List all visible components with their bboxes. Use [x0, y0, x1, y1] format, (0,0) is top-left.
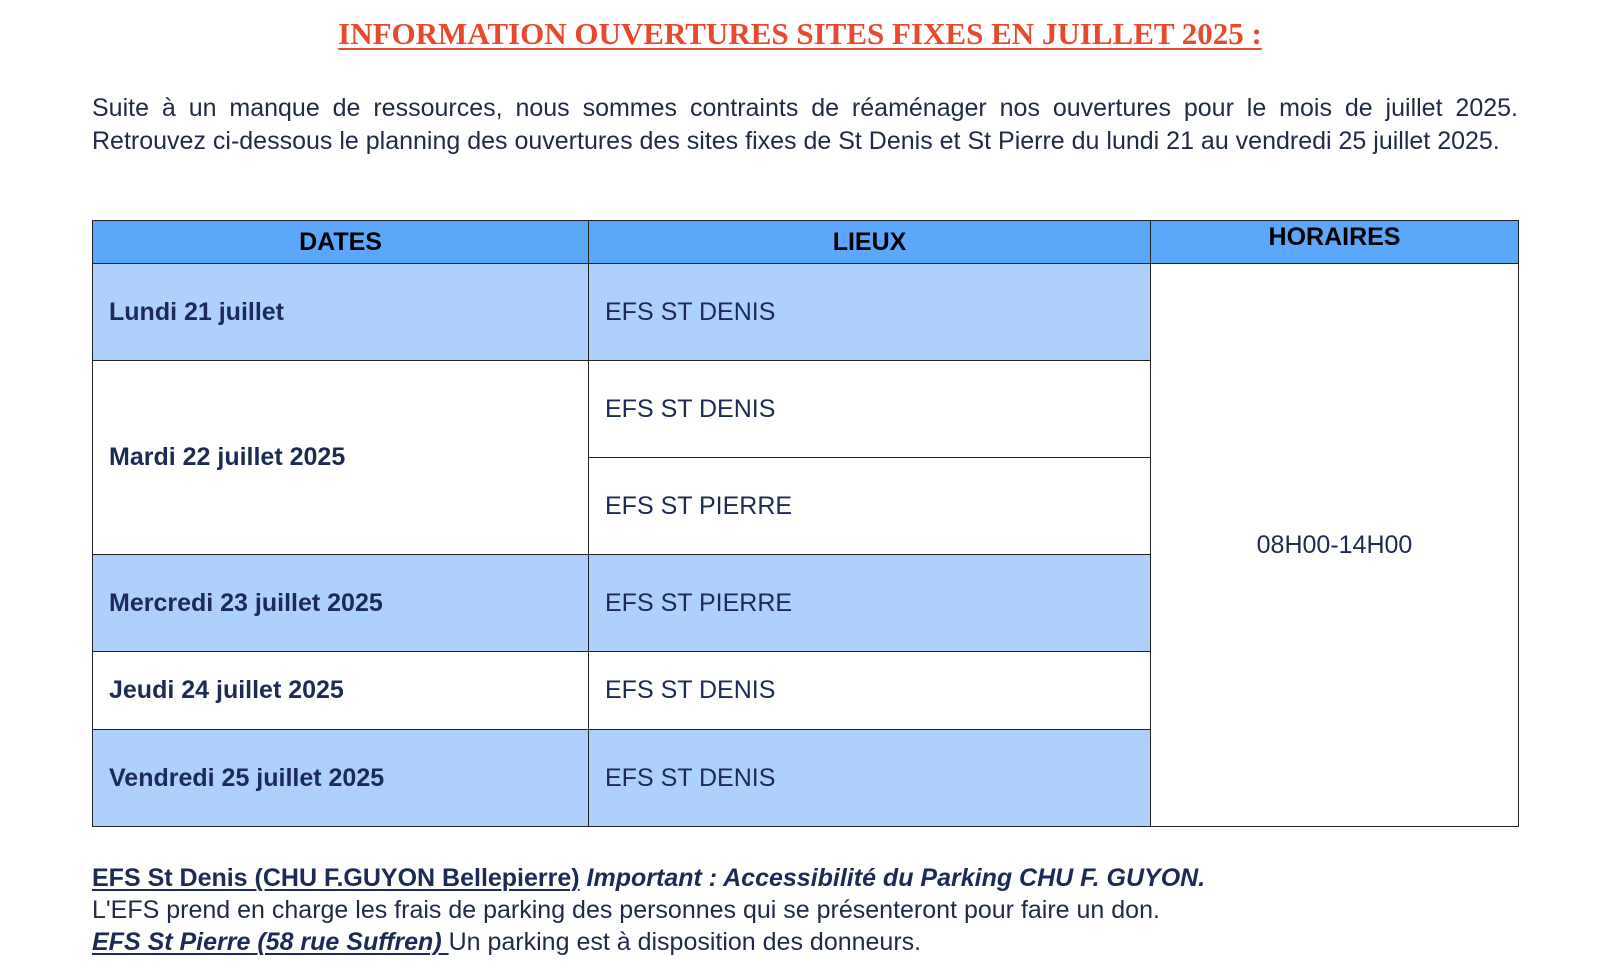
date-cell: Mardi 22 juillet 2025	[93, 361, 589, 555]
date-cell: Mercredi 23 juillet 2025	[93, 555, 589, 652]
table-row	[93, 264, 1519, 361]
intro-paragraph: Suite à un manque de ressources, nous sommes contraints de réaménager nos ouvertures pour le mois de juillet 2025. Retrouvez ci-dessous le planning des ouvertures des sites fixes de St Denis et St Pierre du lundi 21 au vendredi 25 juillet 2025.	[92, 94, 1518, 155]
date-cell: Lundi 21 juillet	[93, 264, 589, 361]
header-dates: DATES	[93, 221, 589, 264]
stpierre-line	[92, 926, 1542, 958]
header-lieux: LIEUX	[589, 221, 1151, 264]
stdenis-line	[92, 862, 1542, 894]
lieu-cell: EFS ST PIERRE	[589, 458, 1151, 555]
lieu-cell: EFS ST PIERRE	[589, 555, 1151, 652]
lieu-cell: EFS ST DENIS	[589, 264, 1151, 361]
stpierre-text: Un parking est à disposition des donneurs.	[448, 928, 922, 956]
page-title: INFORMATION OUVERTURES SITES FIXES EN JUILLET 2025 :	[338, 16, 1262, 51]
stdenis-text: L'EFS prend en charge les frais de parking des personnes qui se présenteront pour faire un don.	[92, 896, 1160, 924]
date-cell: Jeudi 24 juillet 2025	[93, 652, 589, 730]
stdenis-label: EFS St Denis (CHU F.GUYON Bellepierre)	[92, 864, 580, 892]
table-header-row	[93, 221, 1519, 264]
horaires-cell: 08H00-14H00	[1151, 264, 1519, 827]
footer-notes	[92, 862, 1542, 958]
lieu-cell: EFS ST DENIS	[589, 730, 1151, 827]
date-cell: Vendredi 25 juillet 2025	[93, 730, 589, 827]
planning-table	[92, 220, 1519, 827]
stdenis-important: Important : Accessibilité du Parking CHU F. GUYON.	[579, 864, 1206, 892]
lieu-cell: EFS ST DENIS	[589, 652, 1151, 730]
lieu-cell: EFS ST DENIS	[589, 361, 1151, 458]
header-horaires: HORAIRES	[1151, 221, 1519, 264]
stpierre-label: EFS St Pierre (58 rue Suffren)	[92, 928, 449, 956]
